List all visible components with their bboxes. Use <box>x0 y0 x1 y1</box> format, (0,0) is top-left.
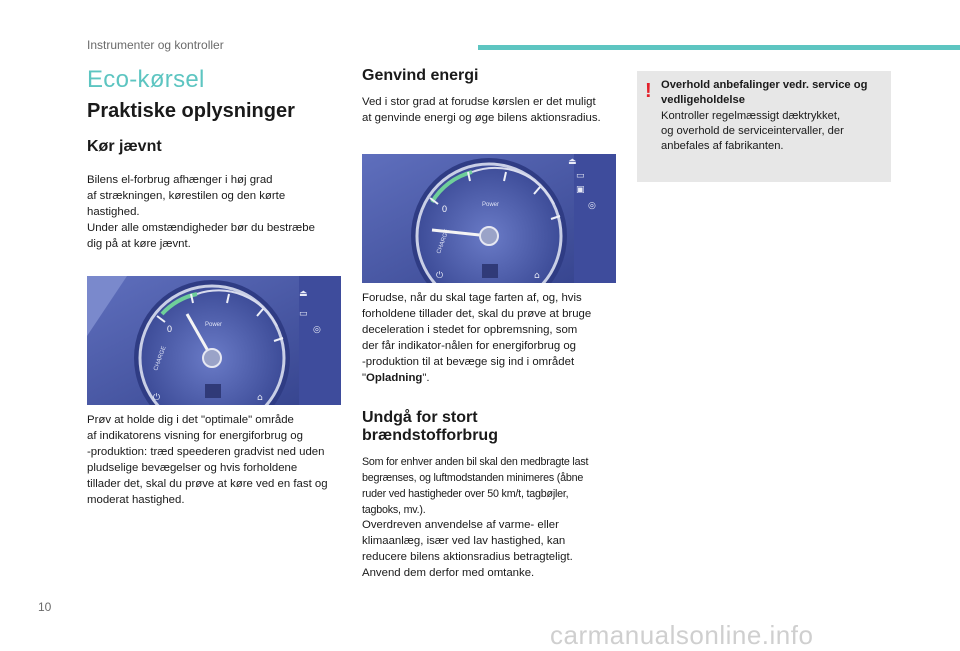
heading-genvind-energi: Genvind energi <box>362 67 479 84</box>
tire-pressure-icon: ◎ <box>313 325 321 335</box>
notice-title-line: vedligeholdelse <box>661 94 745 106</box>
col2-body-line: deceleration i stedet for opbremsning, som <box>362 324 578 336</box>
watermark: carmanualsonline.info <box>550 620 814 650</box>
notice-body <box>661 109 887 154</box>
col1-intro-line: Under alle omstændigheder bør du bestræbe <box>87 222 315 234</box>
chapter-header: Instrumenter og kontroller <box>87 38 224 52</box>
gauge-charge-label: CHARGE <box>153 345 168 372</box>
page-number: 10 <box>38 600 52 614</box>
energy-gauge-illustration <box>362 154 616 283</box>
col1-body-line: pludselige bevægelser og hvis forholdene <box>87 462 298 474</box>
gauge-power-label: Power <box>205 322 223 328</box>
notice-box <box>637 71 891 182</box>
power-plug-icon: ⏻ <box>436 271 444 281</box>
col2-body2-line: ruder ved hastigheder over 50 km/t, tagbøjler, <box>362 488 569 500</box>
col2-intro-line: Ved i stor grad at forudse kørslen er det muligt <box>362 96 596 108</box>
quote-open: " <box>362 372 367 384</box>
col1-body <box>87 412 347 508</box>
battery-icon: ▭ <box>576 171 585 181</box>
heading-line: Undgå for stort <box>362 409 478 426</box>
col1-body-line: tillader det, skal du prøve at køre ved en fast og <box>87 478 328 490</box>
notice-body-line: og overhold de serviceintervaller, der <box>661 125 844 137</box>
col1-intro <box>87 172 347 252</box>
col2-body2-line: tagboks, mv.). <box>362 504 426 516</box>
section-title: Eco-kørsel <box>87 66 205 93</box>
col2-body2-line: Som for enhver anden bil skal den medbragte last <box>362 456 589 468</box>
turtle-icon: ⌂ <box>534 271 540 281</box>
col2-intro-line: at genvinde energi og øge bilens aktionsradius. <box>362 112 601 124</box>
heading-undgaa-forbrug <box>362 409 498 445</box>
tire-pressure-icon: ◎ <box>588 201 596 211</box>
quote-close: ". <box>422 372 430 384</box>
col2-body-line: -produktion til at bevæge sig ind i området <box>362 356 575 368</box>
turtle-icon: ⌂ <box>257 393 263 403</box>
heading-koer-jaevnt: Kør jævnt <box>87 138 162 155</box>
gauge-charge-label: CHARGE <box>436 228 451 255</box>
gauge-zero-label: 0 <box>167 324 173 334</box>
col2-body-line: Forudse, når du skal tage farten af, og, hvis <box>362 292 582 304</box>
col1-intro-line: Bilens el-forbrug afhænger i høj grad <box>87 174 273 186</box>
page-subtitle: Praktiske oplysninger <box>87 100 295 122</box>
heading-line: brændstofforbrug <box>362 427 498 444</box>
col2-body-line: forholdene tillader det, skal du prøve at bruge <box>362 308 592 320</box>
gauge-image-2 <box>362 154 616 283</box>
col2-body2-line: begrænses, og luftmodstanden minimeres (åbne <box>362 472 584 484</box>
col2-body2 <box>362 517 624 581</box>
notice-title-line: Overhold anbefalinger vedr. service og <box>661 79 868 91</box>
opladning-term: Opladning <box>366 372 423 384</box>
notice-title <box>661 78 887 108</box>
col2-body-line: der får indikator-nålen for energiforbrug og <box>362 340 577 352</box>
col2-body2-line: Anvend dem derfor med omtanke. <box>362 567 535 579</box>
col1-intro-line: af strækningen, kørestilen og den kørte <box>87 190 286 202</box>
notice-body-line: anbefales af fabrikanten. <box>661 140 784 152</box>
col1-body-line: af indikatorens visning for energiforbrug og <box>87 430 303 442</box>
gauge-image-1 <box>87 276 341 405</box>
col2-body2-condensed <box>362 454 624 518</box>
col2-body2-line: reducere bilens aktionsradius betragteligt. <box>362 551 573 563</box>
battery-icon: ▭ <box>299 309 308 319</box>
col2-body2-line: klimaanlæg, især ved lav hastighed, kan <box>362 535 566 547</box>
col1-intro-line: hastighed. <box>87 206 140 218</box>
col1-intro-line: dig på at køre jævnt. <box>87 238 191 250</box>
header-accent-bar <box>478 45 960 50</box>
gauge-power-label: Power <box>482 202 500 208</box>
gauge-zero-label: 0 <box>442 204 448 214</box>
col2-body-last-line <box>362 370 624 386</box>
col2-intro <box>362 94 624 126</box>
notice-body-line: Kontroller regelmæssigt dæktrykket, <box>661 110 841 122</box>
col2-body2-line: Overdreven anvendelse af varme- eller <box>362 519 559 531</box>
col1-body-line: Prøv at holde dig i det "optimale" område <box>87 414 294 426</box>
warning-exclamation-icon: ! <box>645 80 652 102</box>
col1-body-line: moderat hastighed. <box>87 494 185 506</box>
col2-body <box>362 290 624 386</box>
col1-body-line: -produktion: træd speederen gradvist ned uden <box>87 446 325 458</box>
energy-gauge-illustration <box>87 276 341 405</box>
engine-warning-icon: ▣ <box>576 185 585 195</box>
power-plug-icon: ⏏ <box>299 289 308 299</box>
power-plug-icon: ⏏ <box>568 157 577 167</box>
power-plug-icon: ⏻ <box>153 393 161 403</box>
